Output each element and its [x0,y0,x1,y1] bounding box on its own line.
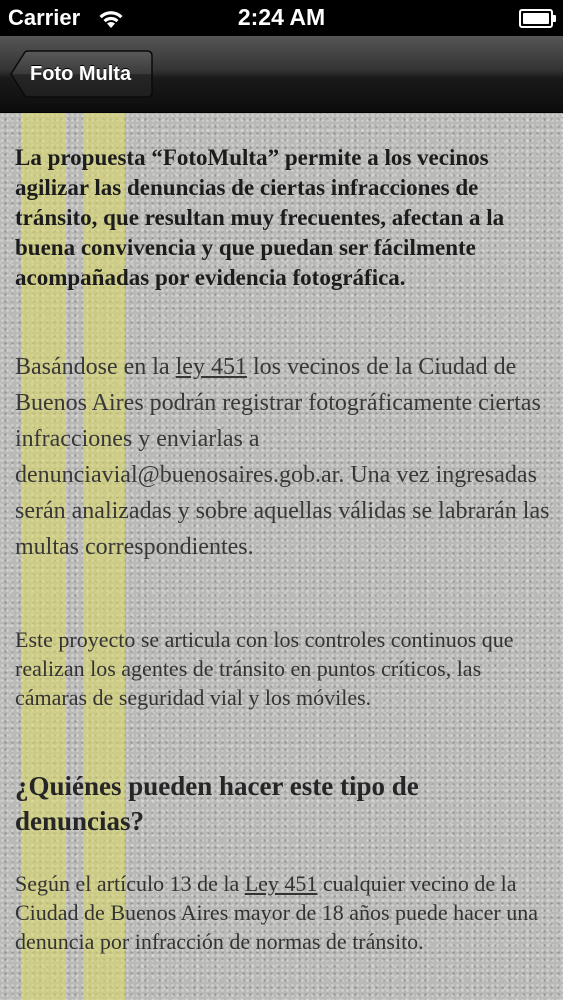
intro-paragraph: La propuesta “FotoMulta” permite a los vecinos agilizar las denuncias de ciertas infracciones de tránsito, que resultan muy frecuentes, afectan a la buena convivencia y que puedan ser fácilmente acompañadas por evidencia fotográfica. [15,145,505,290]
law-paragraph-start: Basándose en la [15,354,176,380]
eligibility-paragraph-end: cualquier vecino de la Ciudad de Buenos Aires mayor de 18 años puede hacer una denuncia por infracción de normas de tránsito. [15,871,538,954]
content-area[interactable] [0,113,563,1000]
eligibility-paragraph [15,869,551,956]
battery-icon [519,9,553,28]
status-bar [0,0,563,36]
ley-451-link-2[interactable]: Ley 451 [244,871,318,896]
project-paragraph: Este proyecto se articula con los controles continuos que realizan los agentes de tránsito en puntos críticos, las cámaras de seguridad vial y los móviles. [15,627,514,710]
back-button[interactable] [10,50,153,98]
status-time: 2:24 AM [237,4,326,30]
ley-451-link[interactable]: ley 451 [175,354,247,380]
eligibility-paragraph-start: Según el artículo 13 de la [15,871,245,896]
back-button-label: Foto Multa [30,63,132,85]
navigation-bar [0,36,563,113]
section-heading: ¿Quiénes pueden hacer este tipo de denuncias? [15,771,419,836]
law-paragraph [15,349,551,565]
carrier-label: Carrier [8,5,81,30]
law-paragraph-end: los vecinos de la Ciudad de Buenos Aires podrán registrar fotográficamente ciertas infracciones y enviarlas a denunciavial@buenosaires.gob.ar. Una vez ingresadas serán analizadas y sobre aquellas válidas se labrarán las multas correspondientes. [15,354,550,560]
